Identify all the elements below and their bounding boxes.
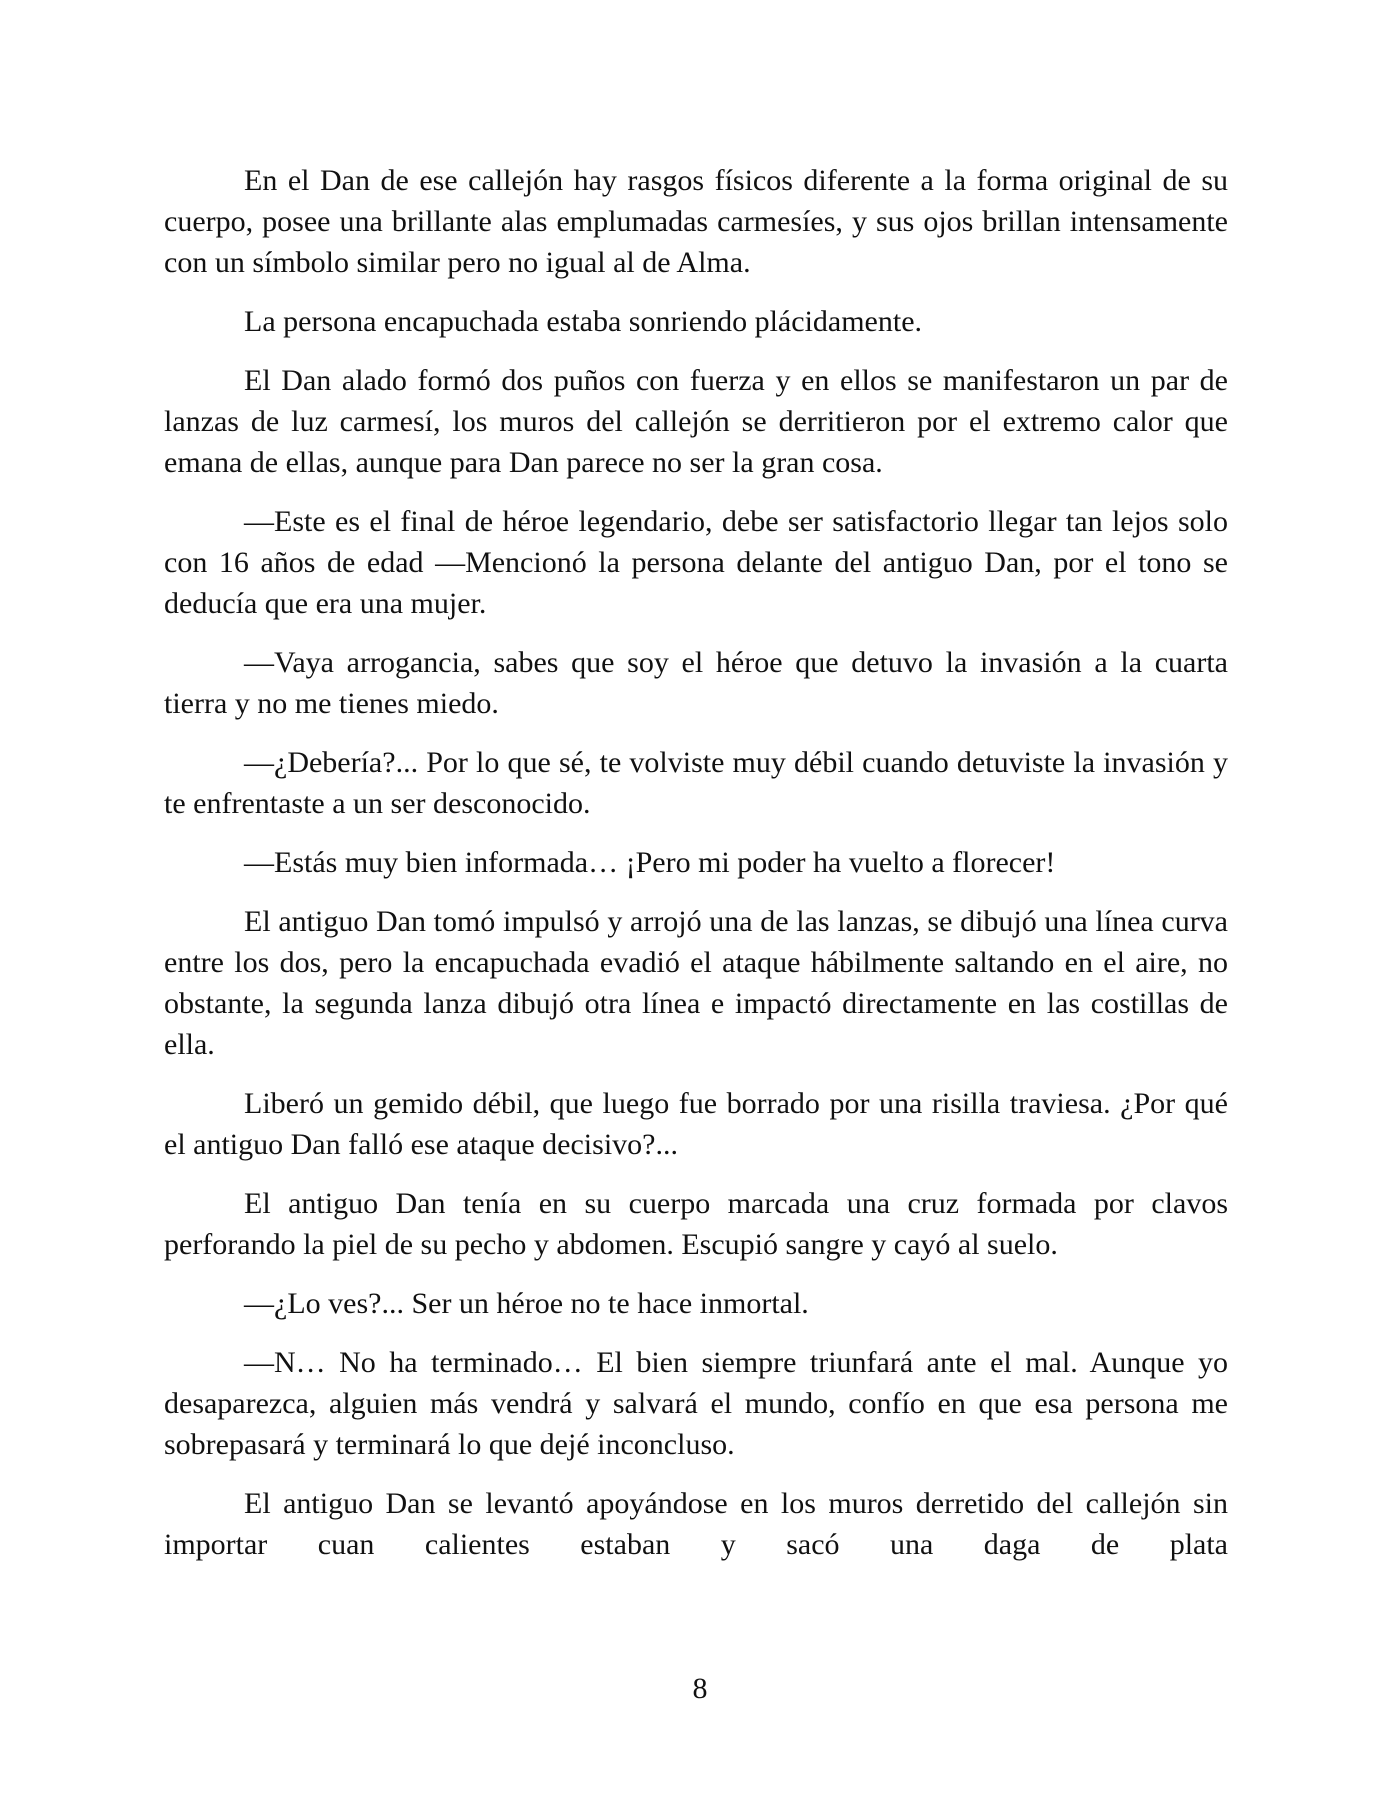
paragraph-5: —Vaya arrogancia, sabes que soy el héroe que detuvo la invasión a la cuarta tierra y no me tienes miedo. [164, 646, 1228, 720]
paragraph-6: —¿Debería?... Por lo que sé, te volviste muy débil cuando detuviste la invasión y te enfrentaste a un ser desconocido. [164, 746, 1228, 820]
page-number: 8 [692, 1672, 708, 1705]
paragraph-13: El antiguo Dan se levantó apoyándose en los muros derretido del callejón sin importar cuan calientes estaban y sacó una daga de plata [164, 1487, 1228, 1561]
paragraph-11: —¿Lo ves?... Ser un héroe no te hace inmortal. [244, 1287, 809, 1320]
paragraph-3: El Dan alado formó dos puños con fuerza y en ellos se manifestaron un par de lanzas de luz carmesí, los muros del callejón se derritieron por el extremo calor que emana de ellas, aunque para Dan parece no ser la gran cosa. [164, 364, 1228, 479]
paragraph-1: En el Dan de ese callejón hay rasgos físicos diferente a la forma original de su cuerpo, posee una brillante alas emplumadas carmesíes, y sus ojos brillan intensamente con un símbolo similar pero no igual al de Alma. [164, 164, 1228, 279]
paragraph-2: La persona encapuchada estaba sonriendo plácidamente. [244, 305, 923, 338]
paragraph-9: Liberó un gemido débil, que luego fue borrado por una risilla traviesa. ¿Por qué el antiguo Dan falló ese ataque decisivo?... [164, 1087, 1228, 1161]
paragraph-12: —N… No ha terminado… El bien siempre triunfará ante el mal. Aunque yo desaparezca, alguien más vendrá y salvará el mundo, confío en que esa persona me sobrepasará y terminará lo que dejé inconcluso. [164, 1346, 1228, 1461]
paragraph-7: —Estás muy bien informada… ¡Pero mi poder ha vuelto a florecer! [244, 846, 1056, 879]
paragraph-10: El antiguo Dan tenía en su cuerpo marcada una cruz formada por clavos perforando la piel de su pecho y abdomen. Escupió sangre y cayó al suelo. [164, 1187, 1228, 1261]
paragraph-8: El antiguo Dan tomó impulsó y arrojó una de las lanzas, se dibujó una línea curva entre los dos, pero la encapuchada evadió el ataque hábilmente saltando en el aire, no obstante, la segunda lanza dibujó otra línea e impactó directamente en las costillas de ella. [164, 905, 1228, 1061]
paragraph-4: —Este es el final de héroe legendario, debe ser satisfactorio llegar tan lejos solo con 16 años de edad —Mencionó la persona delante del antiguo Dan, por el tono se deducía que era una mujer. [164, 505, 1228, 620]
body-text [164, 160, 1228, 1583]
